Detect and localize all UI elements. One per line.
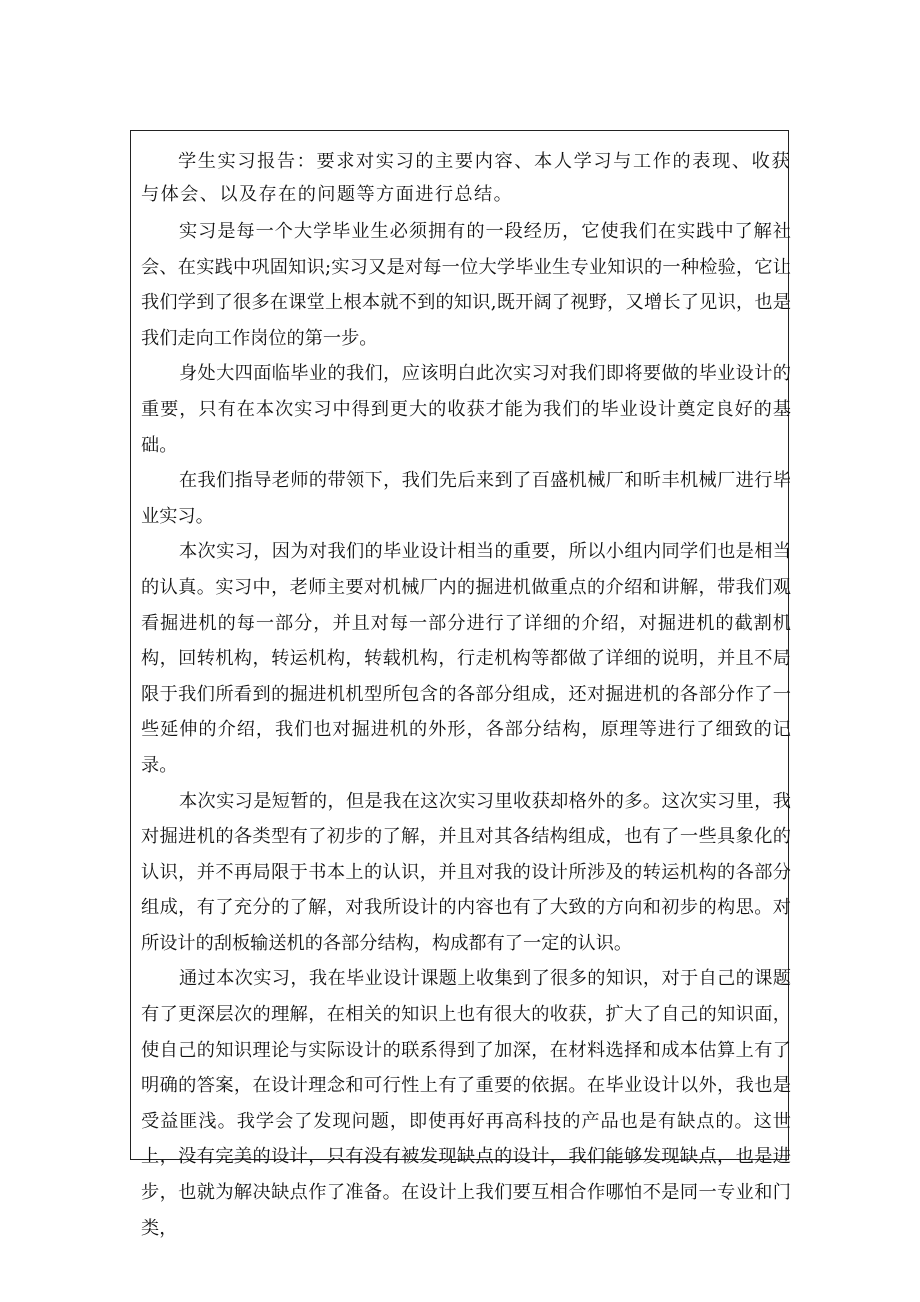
paragraph-5: 本次实习是短暂的，但是我在这次实习里收获却格外的多。这次实习里，我对掘进机的各类型有了初步的了解，并且对其各结构组成，也有了一些具象化的认识，并不再局限于书本上的认识，并且对我的设计所涉及的转运机构的各部分组成，有了充分的了解，对我所设计的内容也有了大致的方向和初步的构思。对所设计的刮板输送机的各部分结构，构成都有了一定的认识。 bbox=[141, 790, 791, 954]
paragraph-4: 本次实习，因为对我们的毕业设计相当的重要，所以小组内同学们也是相当的认真。实习中，老师主要对机械厂内的掘进机做重点的介绍和讲解，带我们观看掘进机的每一部分，并且对每一部分进行了详细的介绍，对掘进机的截割机构，回转机构，转运机构，转载机构，行走机构等都做了详细的说明，并且不局限于我们所看到的掘进机机型所包含的各部分组成，还对掘进机的各部分作了一些延伸的介绍，我们也对掘进机的外形，各部分结构，原理等进行了细致的记录。 bbox=[141, 541, 791, 776]
report-instruction: 学生实习报告：要求对实习的主要内容、本人学习与工作的表现、收获与体会、以及存在的问题等方面进行总结。 bbox=[141, 151, 791, 205]
paragraph-1: 实习是每一个大学毕业生必须拥有的一段经历，它使我们在实践中了解社会、在实践中巩固知识;实习又是对每一位大学毕业生专业知识的一种检验，它让我们学到了很多在课堂上根本就不到的知识,既开阔了视野，又增长了见识，也是我们走向工作岗位的第一步。 bbox=[141, 221, 791, 349]
paragraph-6: 通过本次实习，我在毕业设计课题上收集到了很多的知识，对于自己的课题有了更深层次的理解，在相关的知识上也有很大的收获，扩大了自己的知识面，使自己的知识理论与实际设计的联系得到了加深，在材料选择和成本估算上有了明确的答案，在设计理念和可行性上有了重要的依据。在毕业设计以外，我也是受益匪浅。我学会了发现问题，即使再好再高科技的产品也是有缺点的。这世上，没有完美的设计，只有没有被发现缺点的设计，我们能够发现缺点，也是进步，也就为解决缺点作了准备。在设计上我们要互相合作哪怕不是同一专业和门类， bbox=[141, 968, 791, 1239]
paragraph-2: 身处大四面临毕业的我们，应该明白此次实习对我们即将要做的毕业设计的重要，只有在本次实习中得到更大的收获才能为我们的毕业设计奠定良好的基础。 bbox=[141, 363, 791, 456]
report-table-cell bbox=[130, 130, 791, 1239]
paragraph-3: 在我们指导老师的带领下，我们先后来到了百盛机械厂和昕丰机械厂进行毕业实习。 bbox=[141, 470, 791, 527]
report-content bbox=[141, 145, 791, 1246]
